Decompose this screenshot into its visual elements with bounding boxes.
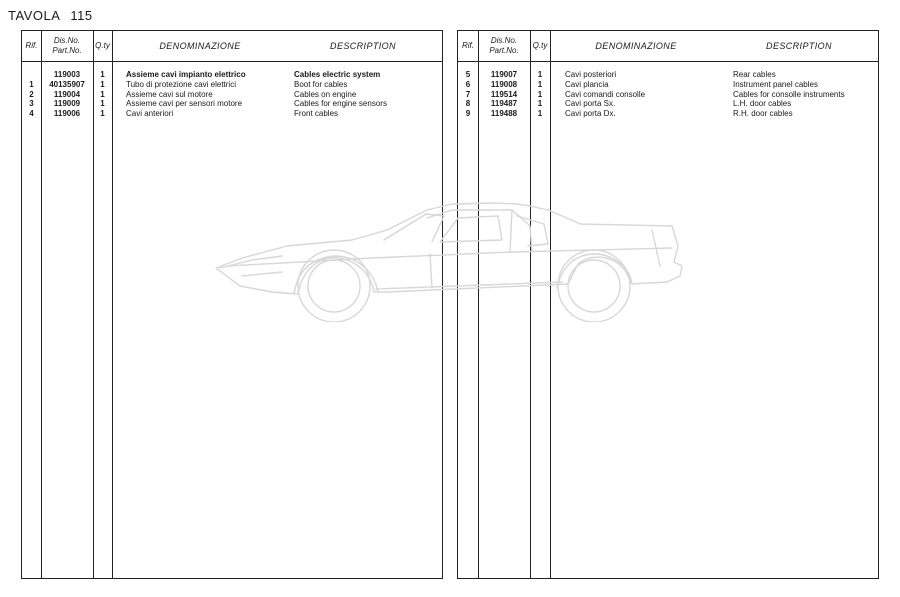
cell-rif: 6 [465, 79, 471, 89]
cell-description: Rear cables [733, 70, 776, 79]
header-divider [22, 61, 442, 62]
cell-qty: 1 [100, 109, 105, 119]
cell-description: Cables on engine [294, 89, 357, 99]
cell-qty: 1 [537, 89, 543, 99]
cell-denominazione: Cavi plancia [565, 79, 609, 89]
cell-denominazione: Cavi porta Dx. [565, 109, 616, 119]
cell-denominazione: Tubo di protezione cavi elettrici [126, 79, 236, 89]
cell-qty: 1 [100, 99, 105, 109]
cell-rif: 2 [29, 89, 34, 99]
header-divider [458, 61, 878, 62]
header-qty: Q.ty [532, 41, 548, 50]
page-title [8, 8, 93, 23]
cell-denominazione: Assieme cavi impianto elettrico [126, 70, 246, 79]
cell-qty: 1 [537, 70, 543, 79]
header-description: DESCRIPTION [330, 41, 396, 51]
table-row [22, 90, 442, 100]
cell-part-no: 119514 [490, 89, 518, 99]
table-row [458, 90, 878, 100]
cell-description: Front cables [294, 109, 339, 119]
cell-qty: 1 [537, 99, 543, 109]
cell-part-no: 119488 [490, 109, 518, 119]
cell-part-no: 119003 [53, 70, 81, 79]
cell-rif: 7 [465, 89, 471, 99]
header-denominazione: DENOMINAZIONE [595, 41, 677, 51]
cell-rif: 1 [29, 79, 34, 89]
cell-rif: 9 [465, 109, 471, 119]
page-title-number: 115 [70, 8, 93, 23]
cell-description: Boot for cables [294, 79, 348, 89]
parts-table-right [457, 30, 879, 579]
cell-denominazione: Cavi anteriori [126, 109, 174, 119]
table-row [22, 109, 442, 119]
header-rif: Rif. [462, 41, 474, 50]
cell-qty: 1 [100, 70, 105, 79]
header-dis-no-label: Dis.No. [53, 36, 81, 45]
cell-denominazione: Assieme cavi sul motore [126, 89, 213, 99]
table-row [22, 80, 442, 90]
cell-rif: 3 [29, 99, 34, 109]
header-dis-no-label: Dis.No. [490, 36, 518, 45]
cell-qty: 1 [537, 79, 543, 89]
cell-part-no: 119009 [53, 99, 81, 109]
header-part-no [478, 31, 530, 61]
cell-denominazione: Cavi porta Sx. [565, 99, 616, 109]
cell-description: L.H. door cables [733, 99, 792, 109]
header-part-no-label: Part.No. [52, 46, 82, 55]
table-row [458, 109, 878, 119]
header-part-no-label: Part.No. [489, 46, 519, 55]
cell-part-no: 119004 [53, 89, 81, 99]
parts-table-left [21, 30, 443, 579]
cell-description: R.H. door cables [733, 109, 793, 119]
cell-rif: 8 [465, 99, 471, 109]
header-description: DESCRIPTION [766, 41, 832, 51]
cell-part-no: 119007 [490, 70, 518, 79]
cell-description: Cables for engine sensors [294, 99, 387, 109]
cell-denominazione: Assieme cavi per sensori motore [126, 99, 243, 109]
cell-description: Cables for consolle instruments [733, 89, 845, 99]
header-denominazione: DENOMINAZIONE [159, 41, 241, 51]
rows-left [22, 70, 442, 119]
table-row [458, 99, 878, 109]
cell-part-no: 119487 [490, 99, 518, 109]
table-row [22, 99, 442, 109]
cell-part-no: 119006 [53, 109, 81, 119]
cell-denominazione: Cavi posteriori [565, 70, 617, 79]
cell-rif: 5 [465, 70, 471, 79]
page-title-label: TAVOLA [8, 8, 61, 23]
table-row [22, 70, 442, 80]
header-part-no [41, 31, 93, 61]
rows-right [458, 70, 878, 119]
table-row [458, 70, 878, 80]
cell-qty: 1 [537, 109, 543, 119]
cell-rif: 4 [29, 109, 34, 119]
cell-description: Instrument panel cables [733, 79, 818, 89]
header-rif: Rif. [25, 41, 38, 50]
cell-qty: 1 [100, 79, 105, 89]
table-row [458, 80, 878, 90]
header-qty: Q.ty [95, 41, 110, 50]
cell-description: Cables electric system [294, 70, 381, 79]
cell-part-no: 119008 [490, 79, 518, 89]
cell-denominazione: Cavi comandi consolle [565, 89, 646, 99]
cell-part-no: 40135907 [49, 79, 85, 89]
cell-qty: 1 [100, 89, 105, 99]
